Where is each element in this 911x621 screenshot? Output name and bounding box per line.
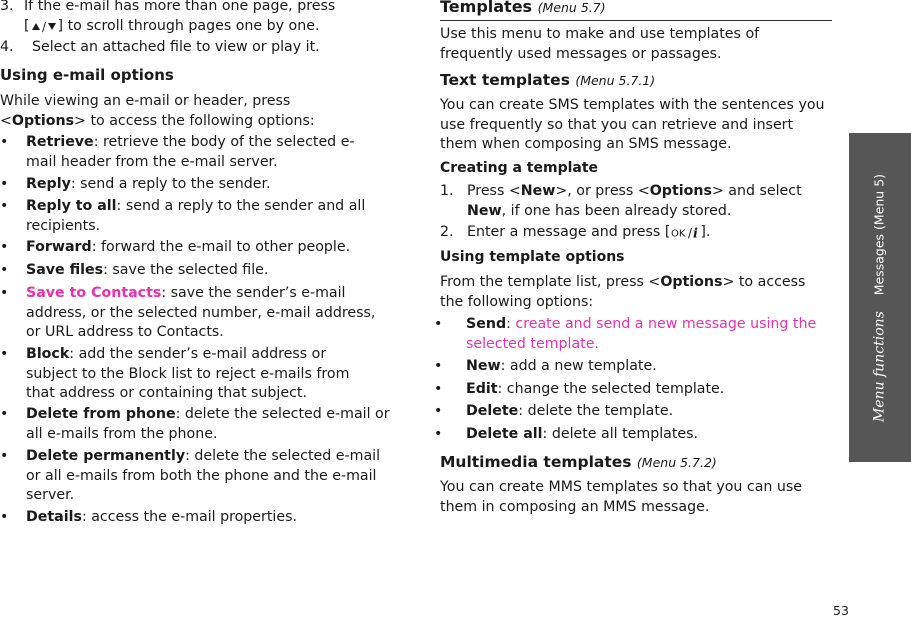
list-item: • Retrieve: retrieve the body of the selected e-mail header from the e-mail server. [0, 134, 355, 170]
option-term: Details [26, 509, 82, 525]
bullet: • [0, 448, 9, 464]
heading-text: Templates [440, 0, 533, 16]
option-desc: delete the template. [527, 403, 674, 419]
bullet: • [0, 198, 9, 214]
step-number: 3. [0, 0, 14, 14]
bullet: • [0, 406, 9, 422]
text-part: >, or press < [555, 183, 650, 199]
option-term: Block [26, 346, 70, 362]
section-label: Menu functions [871, 310, 888, 422]
list-item: • Details: access the e-mail properties. [0, 508, 395, 528]
side-tab [849, 133, 911, 462]
step-number: 2. [440, 224, 454, 240]
bullet: • [0, 509, 9, 525]
option-term: Forward [26, 239, 92, 255]
bullet: • [434, 381, 443, 397]
bullet: • [434, 403, 443, 419]
option-desc: create and send a new message using the selected template. [466, 316, 817, 352]
creating-heading: Creating a template [440, 160, 599, 176]
option-desc: forward the e-mail to other people. [101, 239, 351, 255]
option-desc: add the sender’s e-mail address or subject to the Block list to reject e-mails from that address or containing that subject. [26, 346, 350, 402]
text-part: , if one has been already stored. [501, 202, 732, 219]
bullet: • [0, 262, 9, 278]
list-item: • Forward: forward the e-mail to other people. [0, 238, 395, 258]
text-part: > and select [711, 183, 802, 199]
option-desc: add a new template. [509, 358, 657, 374]
step-4 [0, 38, 395, 58]
create-step-2-text [467, 223, 832, 243]
bullet: • [0, 239, 9, 255]
option-term: Send [466, 316, 507, 332]
option-term: Delete [466, 403, 519, 419]
subsection-label: Messages (Menu 5) [871, 173, 887, 295]
step-3 [0, 0, 395, 36]
options-key: Options [660, 274, 723, 290]
heading-text: Multimedia templates [440, 453, 632, 471]
intro-line-b: to access the following options: [90, 112, 315, 129]
step-3-text: If the e-mail has more than one page, press [ / ] to scroll through pages one by one. [24, 0, 336, 34]
option-desc: send a reply to the sender. [80, 176, 271, 192]
options-key: Options [649, 183, 712, 199]
option-term: Edit [466, 381, 498, 397]
text-part: From the template list, press < [440, 274, 661, 290]
text-templates-heading [440, 71, 655, 91]
step-3-line-a: If the e-mail has more than one page, press [24, 0, 336, 14]
using-text [440, 273, 832, 312]
svg-text:/: / [688, 226, 693, 239]
option-term: Save files [26, 262, 104, 278]
menu-ref: (Menu 5.7) [537, 0, 606, 15]
option-desc: save the selected file. [112, 262, 269, 278]
templates-heading [440, 0, 606, 18]
intro-text: While viewing an e-mail or header, press <Options> to access the following options: [0, 93, 315, 129]
option-desc: save the sender’s e-mail address, or the selected number, e-mail address, or URL address to Contacts. [26, 285, 376, 341]
list-item: • Save to Contacts: save the sender’s e-mail address, or the selected number, e-mail address, or URL address to Contacts. [0, 285, 376, 341]
bullet: • [0, 285, 9, 301]
option-term: Retrieve [26, 134, 94, 150]
ok-info-key-icon [670, 225, 700, 239]
svg-text:/: / [41, 19, 46, 33]
bullet: • [434, 316, 443, 332]
options-key: Options [11, 112, 75, 129]
menu-ref: (Menu 5.7.1) [575, 73, 656, 88]
list-item: • Save files: save the selected file. [0, 261, 395, 281]
new-key: New [520, 183, 556, 199]
templates-desc: Use this menu to make and use templates of frequently used messages or passages. [440, 26, 760, 62]
list-item: • Delete from phone: delete the selected e-mail or all e-mails from the phone. [0, 406, 390, 442]
text-part: > to access the following options: [440, 274, 806, 310]
heading-rule [440, 20, 832, 21]
option-term: New [466, 358, 501, 374]
option-desc: delete the selected e-mail or all e-mails from both the phone and the e-mail server. [26, 448, 381, 504]
list-item: • Delete permanently: delete the selected e-mail or all e-mails from both the phone and the e-mail server. [0, 448, 381, 504]
using-heading: Using template options [440, 249, 625, 265]
page-number: 53 [833, 603, 849, 618]
option-term: Delete from phone [26, 406, 176, 422]
list-item: • New: add a new template. [440, 357, 832, 377]
create-step-1 [440, 182, 832, 221]
heading-text: Text templates [440, 71, 570, 89]
list-item: • Reply to all: send a reply to the sender and all recipients. [0, 198, 366, 234]
list-item: • Edit: change the selected template. [440, 380, 832, 400]
text-templates-desc: You can create SMS templates with the sentences you use frequently so that you can retrieve and insert them when composing an SMS message. [440, 97, 825, 153]
new-key: New [467, 202, 502, 219]
bullet: • [0, 134, 9, 150]
text-part: Press < [467, 183, 521, 199]
option-desc: delete all templates. [551, 426, 699, 442]
list-item: • Delete all: delete all templates. [440, 425, 832, 445]
list-item: • Delete: delete the template. [440, 402, 832, 422]
list-item: • Block: add the sender’s e-mail address or subject to the Block list to reject e-mails from that address or containing that subject. [0, 346, 350, 402]
create-step-1-text [467, 182, 832, 221]
menu-ref: (Menu 5.7.2) [636, 455, 717, 470]
up-down-arrow-icon [30, 19, 58, 33]
step-4-text: Select an attached file to view or play it. [32, 39, 320, 55]
text-part: Enter a message and press [ [467, 224, 671, 240]
option-term: Reply [26, 176, 71, 192]
section-heading: Using e-mail options [0, 66, 174, 84]
step-number: 4. [0, 39, 14, 55]
option-term: Delete permanently [26, 448, 186, 464]
list-item: • Send: create and send a new message using the selected template. [434, 316, 817, 352]
bullet: • [0, 346, 9, 362]
bullet: • [434, 426, 443, 442]
text-part: ]. [700, 224, 711, 240]
bullet: • [0, 176, 9, 192]
step-3-line-b: ] to scroll through pages one by one. [57, 17, 320, 34]
option-desc: retrieve the body of the selected e-mail header from the e-mail server. [26, 134, 355, 170]
create-step-2 [440, 223, 832, 243]
option-desc: delete the selected e-mail or all e-mails from the phone. [26, 406, 390, 442]
bullet: • [434, 358, 443, 374]
svg-text:OK: OK [671, 228, 686, 239]
option-term: Reply to all [26, 198, 117, 214]
multimedia-templates-heading [440, 453, 717, 473]
intro-line-a: While viewing an e-mail or header, press [0, 93, 291, 109]
option-desc: access the e-mail properties. [91, 509, 298, 525]
option-desc: change the selected template. [506, 381, 725, 397]
option-term: Save to Contacts [26, 285, 162, 301]
multimedia-templates-desc: You can create MMS templates so that you can use them in composing an MMS message. [440, 479, 803, 515]
svg-text:i: i [693, 226, 699, 239]
list-item: • Reply: send a reply to the sender. [0, 175, 395, 195]
option-desc: send a reply to the sender and all recipients. [26, 198, 366, 234]
option-term: Delete all [466, 426, 543, 442]
side-tab-text [870, 173, 891, 421]
step-number: 1. [440, 183, 454, 199]
